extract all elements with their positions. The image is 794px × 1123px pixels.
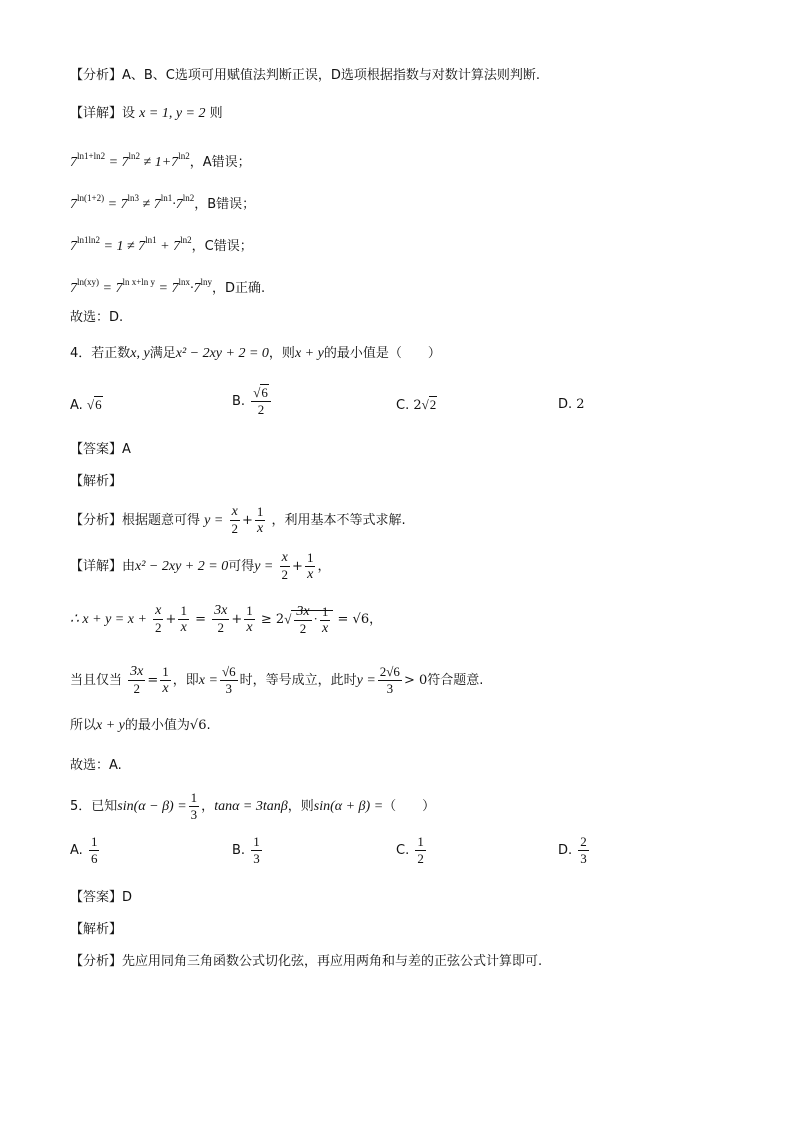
fraction: $\frac{x}{2}$ — [155, 603, 162, 635]
denominator: 2 — [257, 402, 265, 417]
text: （ ） — [383, 799, 436, 814]
fraction: $\frac{1}{x}$ — [246, 603, 253, 635]
option-label: C. — [396, 398, 410, 413]
q4-answer — [70, 440, 131, 460]
option-label: A. — [70, 843, 83, 858]
ge: ≥ 2 — [260, 612, 285, 627]
text: ，则 — [268, 346, 295, 361]
y-eq: y = — [254, 559, 274, 574]
exponent: ln1 — [145, 235, 157, 245]
q4-option-c — [396, 395, 437, 416]
denominator: 3 — [386, 681, 394, 696]
text: ，则 — [287, 799, 314, 814]
text: . — [206, 718, 211, 733]
vars: x, y — [130, 346, 150, 361]
lead: ∴ x + y = x + — [70, 612, 147, 627]
text: ， — [317, 559, 331, 574]
q4-inequality: ∴ x + y = x + $\frac{x}{2}$ + $\frac{1}{x}$ = $\frac{3x}{2}$ + $\frac{1}{x}$ ≥ 2√ $\frac{3x}{2}$ · $\frac{1}{x}$ = √6， — [70, 603, 383, 636]
y-eq: y = — [356, 673, 376, 688]
prev-answer — [70, 308, 123, 328]
plus: + — [292, 559, 303, 574]
text: 满足 — [149, 346, 176, 361]
q5-number: 5．已知 — [70, 799, 118, 814]
denominator: 3 — [580, 851, 587, 866]
jiexi-label: 【解析】 — [70, 922, 123, 937]
option-value: 2 — [576, 397, 585, 412]
mid: = 7 — [105, 155, 129, 170]
relation: ≠ 1+7 — [140, 155, 179, 170]
base: 7 — [70, 281, 77, 296]
text: ， — [369, 612, 383, 627]
q5-option-b — [232, 834, 264, 867]
assume-tail: 则 — [209, 106, 223, 121]
exponent: lnx — [178, 277, 190, 287]
base: 7 — [70, 197, 77, 212]
option-label: A. — [70, 398, 83, 413]
exponent: ln2 — [178, 151, 190, 161]
exponent: ln2 — [128, 151, 141, 161]
text: 时，等号成立，此时 — [239, 673, 357, 688]
gt: > 0 — [403, 673, 428, 688]
fraction — [378, 664, 402, 697]
sqrt: √ $\frac{3x}{2}$ · $\frac{1}{x}$ — [284, 604, 333, 637]
expr: x + y — [96, 718, 125, 733]
exponent: ln(1+2) — [77, 193, 105, 203]
fraction: $\frac{1}{x}$ — [180, 603, 187, 635]
q4-option-b — [232, 385, 273, 418]
analysis-line — [70, 66, 540, 86]
expr: x + y — [294, 346, 324, 361]
fraction: $\frac{3x}{2}$ — [214, 603, 228, 635]
verdict: ，C错误； — [191, 239, 253, 254]
check-line-c — [70, 230, 253, 257]
fraction — [189, 790, 200, 823]
target-expr: sin(α + β) = — [313, 799, 384, 814]
numerator: 1 — [190, 790, 198, 805]
check-line-a — [70, 146, 251, 173]
mid: = 7 — [99, 281, 123, 296]
q4-option-d — [558, 395, 585, 415]
answer-text: 故选：D. — [70, 310, 124, 325]
relation: ≠ 7 — [139, 197, 161, 212]
verdict: ，A错误； — [189, 155, 251, 170]
detail-line — [70, 104, 223, 124]
equals: = — [195, 612, 206, 627]
denominator: 3 — [190, 807, 198, 822]
fraction — [255, 504, 266, 537]
option-label: B. — [232, 394, 246, 409]
jiexi-label: 【解析】 — [70, 474, 123, 489]
q4-conclusion — [70, 716, 211, 736]
q4-detail — [70, 550, 330, 583]
exponent: ln(xy) — [77, 277, 99, 287]
fraction — [251, 834, 262, 867]
exponent: ln x+ln y — [122, 277, 156, 287]
numerator: 1 — [253, 834, 260, 849]
equation: x² − 2xy + 2 = 0 — [175, 346, 269, 361]
text: ，即 — [172, 673, 199, 688]
q4-stem — [70, 344, 441, 364]
exponent: lny — [200, 277, 213, 287]
result: = √6 — [337, 612, 370, 627]
y-eq: y = — [204, 513, 224, 528]
numerator: x — [231, 504, 238, 519]
option-label: D. — [558, 397, 573, 412]
numerator: 1 — [417, 834, 424, 849]
text: 【分析】根据题意可得 — [70, 513, 201, 528]
text: ， — [201, 799, 215, 814]
fraction: $\frac{√6}{2}$ — [251, 385, 271, 418]
denominator: x — [257, 521, 264, 536]
q5-answer — [70, 888, 132, 908]
numerator: 2 — [580, 834, 587, 849]
fraction: $\frac{1}{x}$ — [162, 664, 169, 696]
fraction — [280, 550, 291, 583]
fraction: $\frac{√6}{3}$ — [221, 664, 236, 696]
detail-label: 【详解】设 — [70, 106, 136, 121]
q4-analysis — [70, 504, 406, 537]
answer-label: 【答案】A — [70, 442, 131, 457]
text: ，利用基本不等式求解. — [271, 513, 406, 528]
q5-option-d — [558, 834, 591, 867]
text: 【详解】由 — [70, 559, 136, 574]
option-label: D. — [558, 843, 573, 858]
denominator: 3 — [253, 851, 260, 866]
equation: x² − 2xy + 2 = 0 — [135, 559, 229, 574]
text: 可得 — [228, 559, 255, 574]
tan-expr: tanα = 3tanβ — [214, 799, 288, 814]
relation: = 7 — [155, 281, 179, 296]
q4-final — [70, 756, 122, 776]
denominator: 2 — [281, 567, 289, 582]
fraction — [578, 834, 589, 867]
q4-option-a — [70, 395, 103, 416]
denominator: 2 — [417, 851, 424, 866]
fraction: $\frac{3x}{2}$ — [130, 664, 144, 696]
x-eq: x = — [198, 673, 218, 688]
text: 当且仅当 — [70, 673, 123, 688]
q5-option-a — [70, 834, 101, 867]
check-line-b — [70, 188, 255, 215]
exponent: ln1+ln2 — [77, 151, 106, 161]
fraction — [415, 834, 426, 867]
value: √6 — [189, 718, 207, 733]
denominator: 6 — [90, 851, 98, 866]
text: 的最小值为 — [124, 718, 190, 733]
relation: ·7 — [190, 281, 201, 296]
exponent: ln2 — [182, 193, 195, 203]
denominator: x — [307, 567, 314, 582]
verdict: ，D正确. — [212, 281, 266, 296]
coefficient: 2 — [413, 398, 422, 413]
denominator: 2 — [231, 521, 238, 536]
answer-label: 【答案】D — [70, 890, 133, 905]
base: 7 — [70, 155, 77, 170]
relation: ·7 — [172, 197, 183, 212]
relation: + 7 — [156, 239, 181, 254]
numerator: 2√6 — [379, 664, 400, 679]
exponent: ln1 — [160, 193, 173, 203]
numerator: 1 — [306, 550, 314, 565]
sqrt: √6 — [86, 397, 102, 412]
q4-jiexi — [70, 472, 122, 492]
fraction — [229, 504, 240, 537]
answer-text: 故选：A. — [70, 758, 122, 773]
plus: + — [241, 513, 253, 528]
exponent: ln3 — [127, 193, 140, 203]
mid: = 7 — [104, 197, 128, 212]
sin-expr: sin(α − β) = — [117, 799, 187, 814]
radicand: 6 — [261, 385, 268, 400]
q5-option-c — [396, 834, 428, 867]
analysis-text: 【分析】A、B、C选项可用赋值法判断正误，D选项根据指数与对数计算法则判断. — [70, 68, 541, 83]
text: 所以 — [70, 718, 97, 733]
exponent: ln2 — [180, 235, 192, 245]
text: 符合题意. — [427, 673, 484, 688]
text: 的最小值是（ ） — [323, 346, 441, 361]
numerator: x — [281, 550, 288, 565]
q4-equality-case: 当且仅当 $\frac{3x}{2}$ = $\frac{1}{x}$ ，即x = $\frac{√6}{3}$ 时，等号成立，此时y = $\frac{2√6}{3}$ > 0符合题意. — [70, 664, 484, 696]
base: 7 — [70, 239, 77, 254]
numerator: 1 — [256, 504, 264, 519]
fraction — [305, 550, 316, 583]
option-label: B. — [232, 843, 246, 858]
sqrt: √2 — [421, 397, 437, 412]
q5-stem — [70, 790, 435, 823]
analysis-text: 【分析】先应用同角三角函数公式切化弦，再应用两角和与差的正弦公式计算即可. — [70, 954, 543, 969]
option-label: C. — [396, 843, 410, 858]
check-line-d — [70, 272, 265, 299]
radicand: 2 — [429, 397, 437, 412]
fraction — [89, 834, 100, 867]
verdict: ，B错误； — [194, 197, 256, 212]
mid: = 1 ≠ 7 — [100, 239, 146, 254]
numerator: 1 — [90, 834, 98, 849]
q4-number: 4．若正数 — [70, 346, 131, 361]
q5-jiexi — [70, 920, 122, 940]
dot: · — [313, 611, 318, 626]
exponent: ln1ln2 — [77, 235, 101, 245]
radicand: 6 — [95, 397, 102, 412]
q5-analysis — [70, 952, 542, 972]
assume-expr: x = 1, y = 2 — [139, 106, 206, 121]
